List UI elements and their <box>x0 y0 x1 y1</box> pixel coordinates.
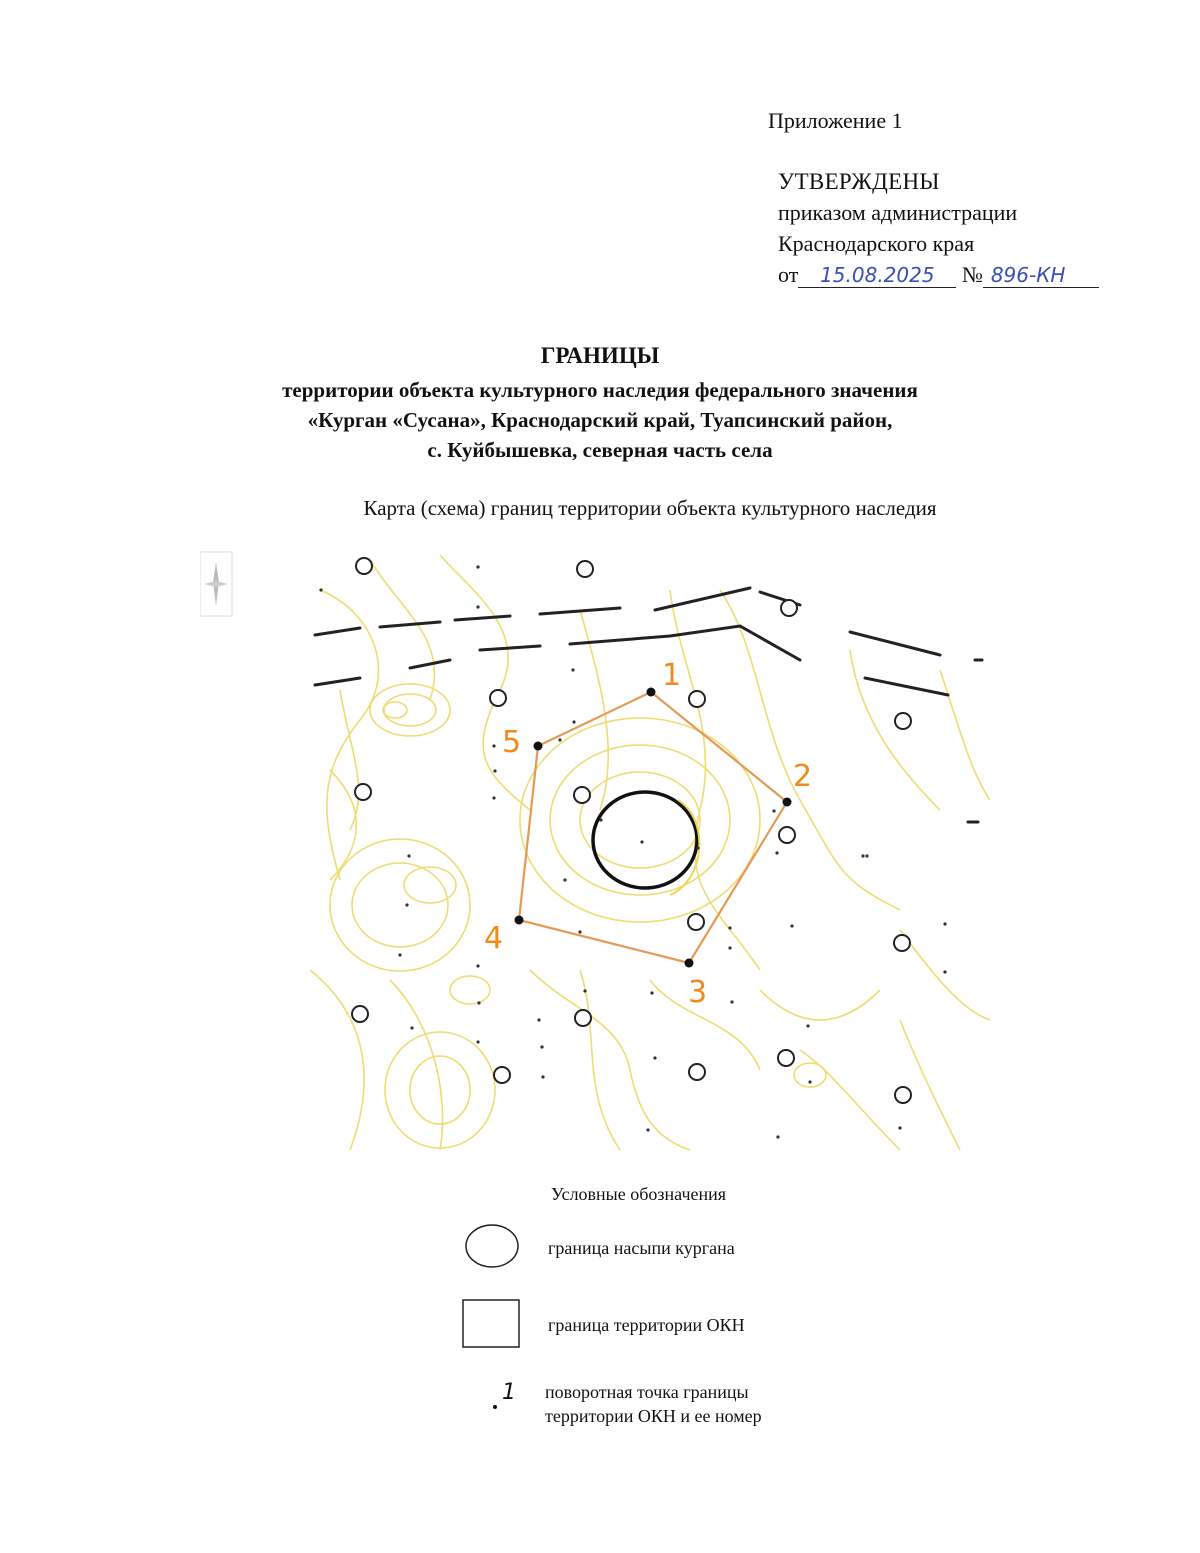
approval-date-line <box>778 259 1099 290</box>
document-title <box>0 343 1200 465</box>
boundary-point-1 <box>647 688 656 697</box>
point-label-3: 3 <box>688 975 708 1010</box>
point-label-4: 4 <box>484 921 504 956</box>
main-mound-outline <box>593 792 699 895</box>
title-line-1: территории объекта культурного наследия федерального значения <box>282 378 918 402</box>
number-value: 896-КН <box>990 263 1066 287</box>
legend-item-mound: граница насыпи кургана <box>548 1238 735 1258</box>
approval-line-1: приказом администрации <box>778 200 1018 225</box>
point-label-1: 1 <box>662 658 682 693</box>
legend-point-symbol-icon <box>488 1380 528 1430</box>
boundary-point-4 <box>515 916 524 925</box>
point-label-2: 2 <box>793 759 813 794</box>
legend-item-point <box>545 1380 762 1428</box>
approval-block <box>778 166 1099 290</box>
date-field <box>798 263 956 288</box>
legend-point-line-2: территории ОКН и ее номер <box>545 1406 762 1426</box>
legend-point-symbol-number: 1 <box>502 1380 516 1405</box>
date-prefix: от <box>778 262 799 287</box>
boundary-point-3 <box>685 959 694 968</box>
title-line-3: с. Куйбышевка, северная часть села <box>427 438 773 462</box>
boundary-point-5 <box>534 742 543 751</box>
point-label-5: 5 <box>502 725 522 760</box>
title-line-2: «Курган «Сусана», Краснодарский край, Туапсинский район, <box>307 408 893 432</box>
legend-title: Условные обозначения <box>551 1184 727 1204</box>
title-main: ГРАНИЦЫ <box>540 343 660 368</box>
number-prefix: № <box>961 262 983 287</box>
legend-point-dot <box>493 1405 497 1409</box>
legend-item-territory: граница территории ОКН <box>548 1315 745 1335</box>
approval-line-2: Краснодарского края <box>778 231 975 256</box>
number-field <box>983 263 1099 288</box>
north-arrow-icon <box>200 552 232 616</box>
legend-territory-symbol-icon <box>462 1299 522 1349</box>
date-value: 15.08.2025 <box>820 263 935 287</box>
legend-point-line-1: поворотная точка границы <box>545 1382 749 1402</box>
legend-mound-symbol-icon <box>463 1222 521 1270</box>
okn-territory-boundary <box>519 692 787 963</box>
approved-heading: УТВЕРЖДЕНЫ <box>778 169 940 194</box>
boundary-point-2 <box>783 798 792 807</box>
appendix-label: Приложение 1 <box>768 108 903 133</box>
boundary-map <box>200 550 990 1155</box>
map-caption: Карта (схема) границ территории объекта культурного наследия <box>363 496 937 520</box>
